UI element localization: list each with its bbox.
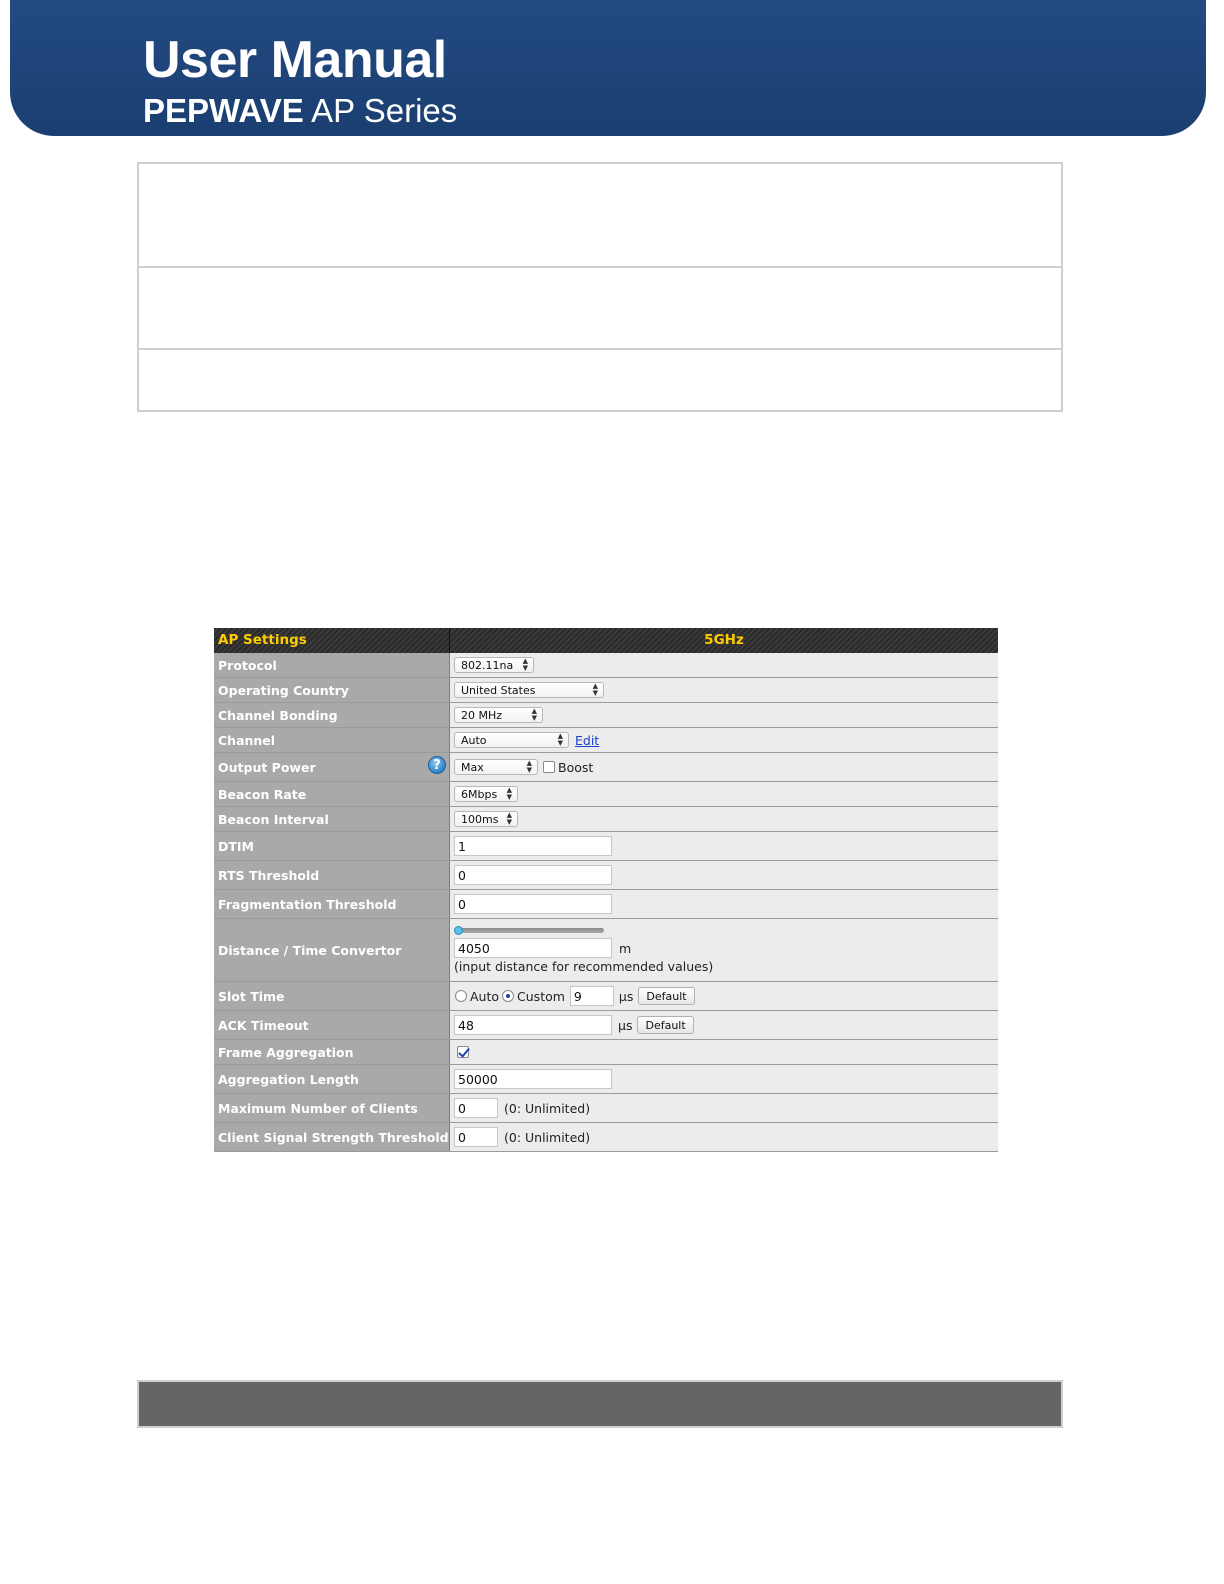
- distance-slider-thumb[interactable]: [454, 926, 463, 935]
- select-arrows-icon: ▲ ▼: [506, 786, 512, 801]
- max-clients-note: (0: Unlimited): [504, 1100, 591, 1116]
- select-arrows-icon: ▲ ▼: [531, 707, 537, 722]
- distance-hint: (input distance for recommended values): [454, 959, 714, 974]
- distance-unit: m: [619, 940, 632, 956]
- dtim-row: [214, 832, 998, 861]
- select-arrows-icon: ▲ ▼: [506, 811, 512, 826]
- help-icon[interactable]: ?: [428, 756, 446, 774]
- ap-settings-panel: [214, 628, 998, 1152]
- output-power-row: [214, 753, 998, 782]
- beacon-interval-value: 100ms: [461, 812, 499, 826]
- signal-threshold-row: [214, 1123, 998, 1152]
- max-clients-row: [214, 1094, 998, 1123]
- country-row: [214, 678, 998, 703]
- slot-time-default-button[interactable]: Default: [638, 987, 694, 1005]
- slot-time-input[interactable]: 9: [570, 986, 614, 1006]
- slot-time-custom-label: Custom: [517, 988, 565, 1004]
- distance-label: Distance / Time Convertor: [214, 919, 450, 981]
- ack-timeout-label: ACK Timeout: [214, 1011, 450, 1039]
- country-value: United States: [461, 683, 536, 697]
- rts-row: [214, 861, 998, 890]
- select-arrows-icon: ▲ ▼: [557, 732, 563, 747]
- beacon-rate-label: Beacon Rate: [214, 782, 450, 806]
- max-clients-label: Maximum Number of Clients: [214, 1094, 450, 1122]
- slot-time-label: Slot Time: [214, 982, 450, 1010]
- frag-label: Fragmentation Threshold: [214, 890, 450, 918]
- rts-input[interactable]: 0: [454, 865, 612, 885]
- protocol-value: 802.11na: [461, 658, 514, 672]
- protocol-label: Protocol: [214, 653, 450, 677]
- select-arrows-icon: ▲ ▼: [522, 657, 528, 672]
- slot-time-row: [214, 982, 998, 1011]
- beacon-rate-row: [214, 782, 998, 807]
- max-clients-input[interactable]: 0: [454, 1098, 498, 1118]
- series-name: AP Series: [311, 92, 458, 129]
- country-label: Operating Country: [214, 678, 450, 702]
- protocol-row: [214, 653, 998, 678]
- ack-timeout-input[interactable]: 48: [454, 1015, 612, 1035]
- distance-slider[interactable]: [454, 926, 604, 934]
- bonding-row: [214, 703, 998, 728]
- agg-length-input[interactable]: 50000: [454, 1069, 612, 1089]
- channel-value: Auto: [461, 733, 487, 747]
- frame-agg-label: Frame Aggregation: [214, 1040, 450, 1064]
- output-power-label-text: Output Power: [218, 759, 316, 775]
- channel-edit-link[interactable]: Edit: [575, 732, 600, 748]
- empty-info-table: [137, 162, 1063, 412]
- signal-threshold-input[interactable]: 0: [454, 1127, 498, 1147]
- band-title: 5GHz: [704, 632, 744, 648]
- footer-bar: [137, 1380, 1063, 1428]
- info-table-row: [139, 268, 1061, 350]
- frag-input[interactable]: 0: [454, 894, 612, 914]
- channel-row: [214, 728, 998, 753]
- ap-settings-header: [214, 628, 998, 653]
- beacon-interval-row: [214, 807, 998, 832]
- boost-checkbox[interactable]: [543, 761, 555, 773]
- agg-length-row: [214, 1065, 998, 1094]
- ap-settings-title: AP Settings: [214, 628, 450, 653]
- ack-timeout-unit: µs: [618, 1017, 633, 1033]
- rts-label: RTS Threshold: [214, 861, 450, 889]
- select-arrows-icon: ▲ ▼: [592, 682, 598, 697]
- output-power-value: Max: [461, 760, 484, 774]
- manual-title: User Manual: [143, 31, 447, 89]
- channel-label: Channel: [214, 728, 450, 752]
- frame-agg-checkbox[interactable]: [457, 1046, 469, 1058]
- beacon-interval-label: Beacon Interval: [214, 807, 450, 831]
- output-power-label: [214, 753, 450, 781]
- frame-agg-row: [214, 1040, 998, 1065]
- slot-time-custom-radio[interactable]: [502, 990, 514, 1002]
- info-table-row: [139, 164, 1061, 268]
- signal-threshold-label: Client Signal Strength Threshold: [214, 1123, 450, 1151]
- bonding-label: Channel Bonding: [214, 703, 450, 727]
- signal-threshold-note: (0: Unlimited): [504, 1129, 591, 1145]
- brand-name: PEPWAVE: [143, 92, 304, 129]
- dtim-label: DTIM: [214, 832, 450, 860]
- agg-length-label: Aggregation Length: [214, 1065, 450, 1093]
- protocol-select[interactable]: [454, 657, 534, 673]
- slot-time-auto-label: Auto: [470, 988, 500, 1004]
- ack-timeout-row: [214, 1011, 998, 1040]
- info-table-row: [139, 350, 1061, 410]
- boost-label: Boost: [558, 759, 594, 775]
- manual-subtitle: [143, 92, 457, 130]
- bonding-select[interactable]: [454, 707, 543, 723]
- ack-timeout-default-button[interactable]: Default: [637, 1016, 693, 1034]
- slot-time-auto-radio[interactable]: [455, 990, 467, 1002]
- slot-time-unit: µs: [618, 988, 634, 1004]
- distance-row: [214, 919, 998, 982]
- beacon-interval-select[interactable]: [454, 811, 518, 827]
- beacon-rate-value: 6Mbps: [461, 787, 498, 801]
- country-select[interactable]: [454, 682, 604, 698]
- manual-banner: [10, 0, 1206, 136]
- select-arrows-icon: ▲ ▼: [526, 759, 532, 774]
- beacon-rate-select[interactable]: [454, 786, 518, 802]
- frag-row: [214, 890, 998, 919]
- distance-slider-track: [454, 928, 604, 933]
- output-power-select[interactable]: [454, 759, 538, 775]
- bonding-value: 20 MHz: [461, 708, 503, 722]
- dtim-input[interactable]: 1: [454, 836, 612, 856]
- distance-input[interactable]: 4050: [454, 938, 612, 958]
- channel-select[interactable]: [454, 732, 569, 748]
